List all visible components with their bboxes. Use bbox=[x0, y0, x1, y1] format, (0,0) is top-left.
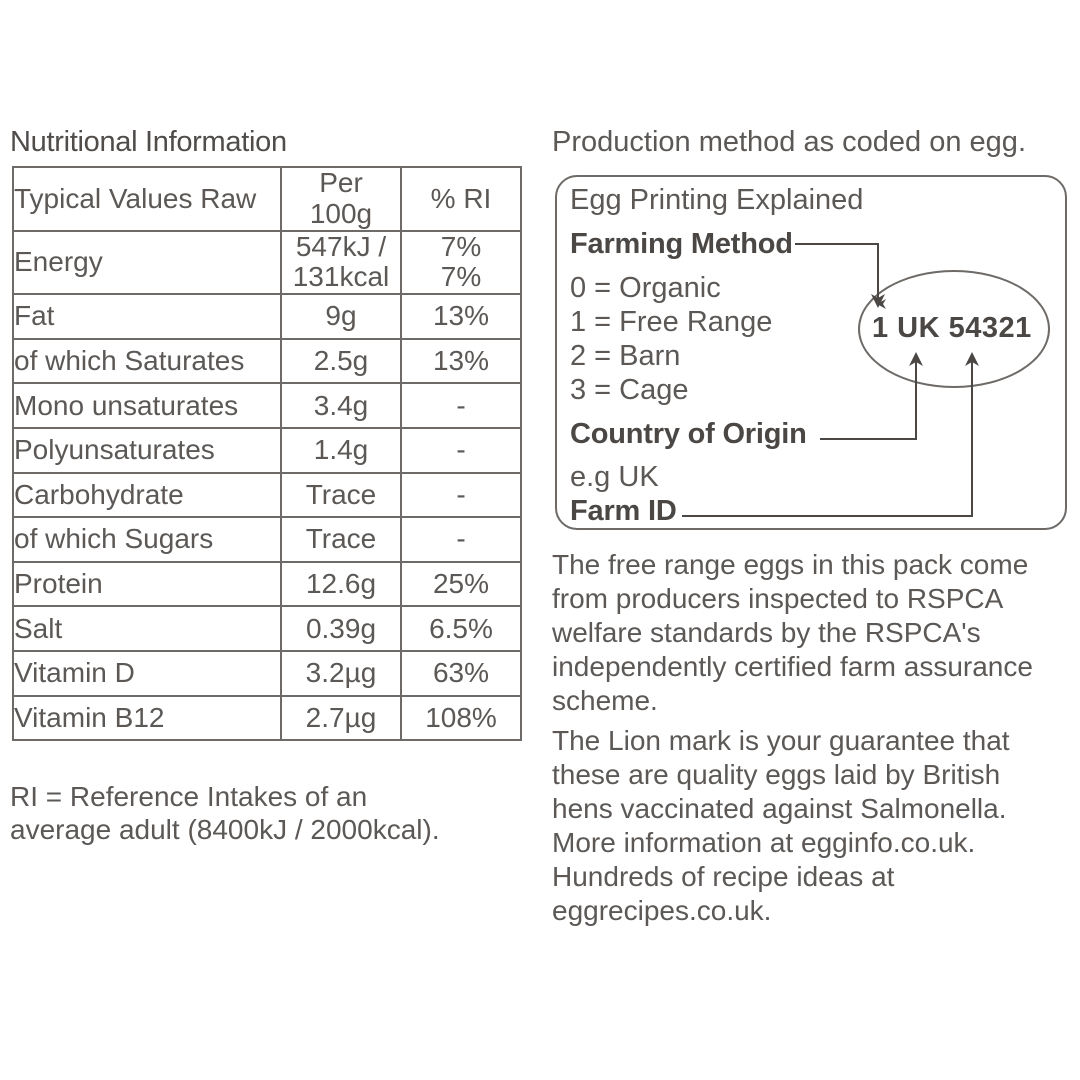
row-value: 2.7µg bbox=[281, 696, 401, 741]
row-name: Salt bbox=[13, 606, 281, 651]
row-name: Fat bbox=[13, 294, 281, 339]
lion-mark-paragraph: The Lion mark is your guarantee that these are quality eggs laid by British hens vaccinated against Salmonella. More information at egginfo.co.uk. Hundreds of recipe ideas at eggrecipes.co.uk. bbox=[552, 725, 1010, 926]
method-cage: 3 = Cage bbox=[570, 374, 689, 406]
table-row bbox=[13, 517, 521, 562]
method-organic: 0 = Organic bbox=[570, 272, 721, 304]
table-row bbox=[13, 606, 521, 651]
farm-id-label: Farm ID bbox=[570, 495, 677, 527]
row-ri: 7% 7% bbox=[401, 231, 521, 295]
header-ri: % RI bbox=[401, 167, 521, 231]
row-value: 2.5g bbox=[281, 339, 401, 384]
row-value: Trace bbox=[281, 473, 401, 518]
row-name: Polyunsaturates bbox=[13, 428, 281, 473]
table-row bbox=[13, 339, 521, 384]
farming-method-label: Farming Method bbox=[570, 228, 793, 260]
row-name: of which Saturates bbox=[13, 339, 281, 384]
row-value: 547kJ / 131kcal bbox=[281, 231, 401, 295]
row-ri: - bbox=[401, 473, 521, 518]
table-row bbox=[13, 473, 521, 518]
table-header-row bbox=[13, 167, 521, 231]
row-name: Mono unsaturates bbox=[13, 383, 281, 428]
country-of-origin-label: Country of Origin bbox=[570, 418, 807, 450]
row-name: of which Sugars bbox=[13, 517, 281, 562]
table-row bbox=[13, 231, 521, 295]
row-name: Energy bbox=[13, 231, 281, 295]
row-value: 12.6g bbox=[281, 562, 401, 607]
table-row bbox=[13, 383, 521, 428]
nutrition-table bbox=[12, 166, 522, 741]
row-ri: 6.5% bbox=[401, 606, 521, 651]
table-row bbox=[13, 428, 521, 473]
row-ri: 63% bbox=[401, 651, 521, 696]
country-example: e.g UK bbox=[570, 461, 659, 493]
row-name: Vitamin D bbox=[13, 651, 281, 696]
egg-printing-title: Egg Printing Explained bbox=[570, 184, 864, 216]
row-value: 1.4g bbox=[281, 428, 401, 473]
row-ri: 13% bbox=[401, 294, 521, 339]
row-name: Protein bbox=[13, 562, 281, 607]
row-ri: 108% bbox=[401, 696, 521, 741]
table-row bbox=[13, 294, 521, 339]
table-row bbox=[13, 562, 521, 607]
row-ri: 13% bbox=[401, 339, 521, 384]
method-free-range: 1 = Free Range bbox=[570, 306, 773, 338]
row-value: 0.39g bbox=[281, 606, 401, 651]
row-value: Trace bbox=[281, 517, 401, 562]
table-row bbox=[13, 651, 521, 696]
ri-footnote: RI = Reference Intakes of an average adult (8400kJ / 2000kcal). bbox=[10, 781, 440, 845]
production-method-intro: Production method as coded on egg. bbox=[552, 126, 1026, 158]
nutrition-title: Nutritional Information bbox=[10, 126, 287, 158]
row-ri: - bbox=[401, 383, 521, 428]
row-name: Vitamin B12 bbox=[13, 696, 281, 741]
egg-code: 1 UK 54321 bbox=[872, 312, 1032, 344]
header-per-100g: Per 100g bbox=[281, 167, 401, 231]
method-barn: 2 = Barn bbox=[570, 340, 681, 372]
row-name: Carbohydrate bbox=[13, 473, 281, 518]
row-value: 9g bbox=[281, 294, 401, 339]
row-value: 3.4g bbox=[281, 383, 401, 428]
rspca-paragraph: The free range eggs in this pack come from producers inspected to RSPCA welfare standards by the RSPCA's independently certified farm assurance scheme. bbox=[552, 549, 1033, 716]
row-value: 3.2µg bbox=[281, 651, 401, 696]
header-typical-values: Typical Values Raw bbox=[13, 167, 281, 231]
row-ri: - bbox=[401, 428, 521, 473]
row-ri: - bbox=[401, 517, 521, 562]
table-row bbox=[13, 696, 521, 741]
row-ri: 25% bbox=[401, 562, 521, 607]
